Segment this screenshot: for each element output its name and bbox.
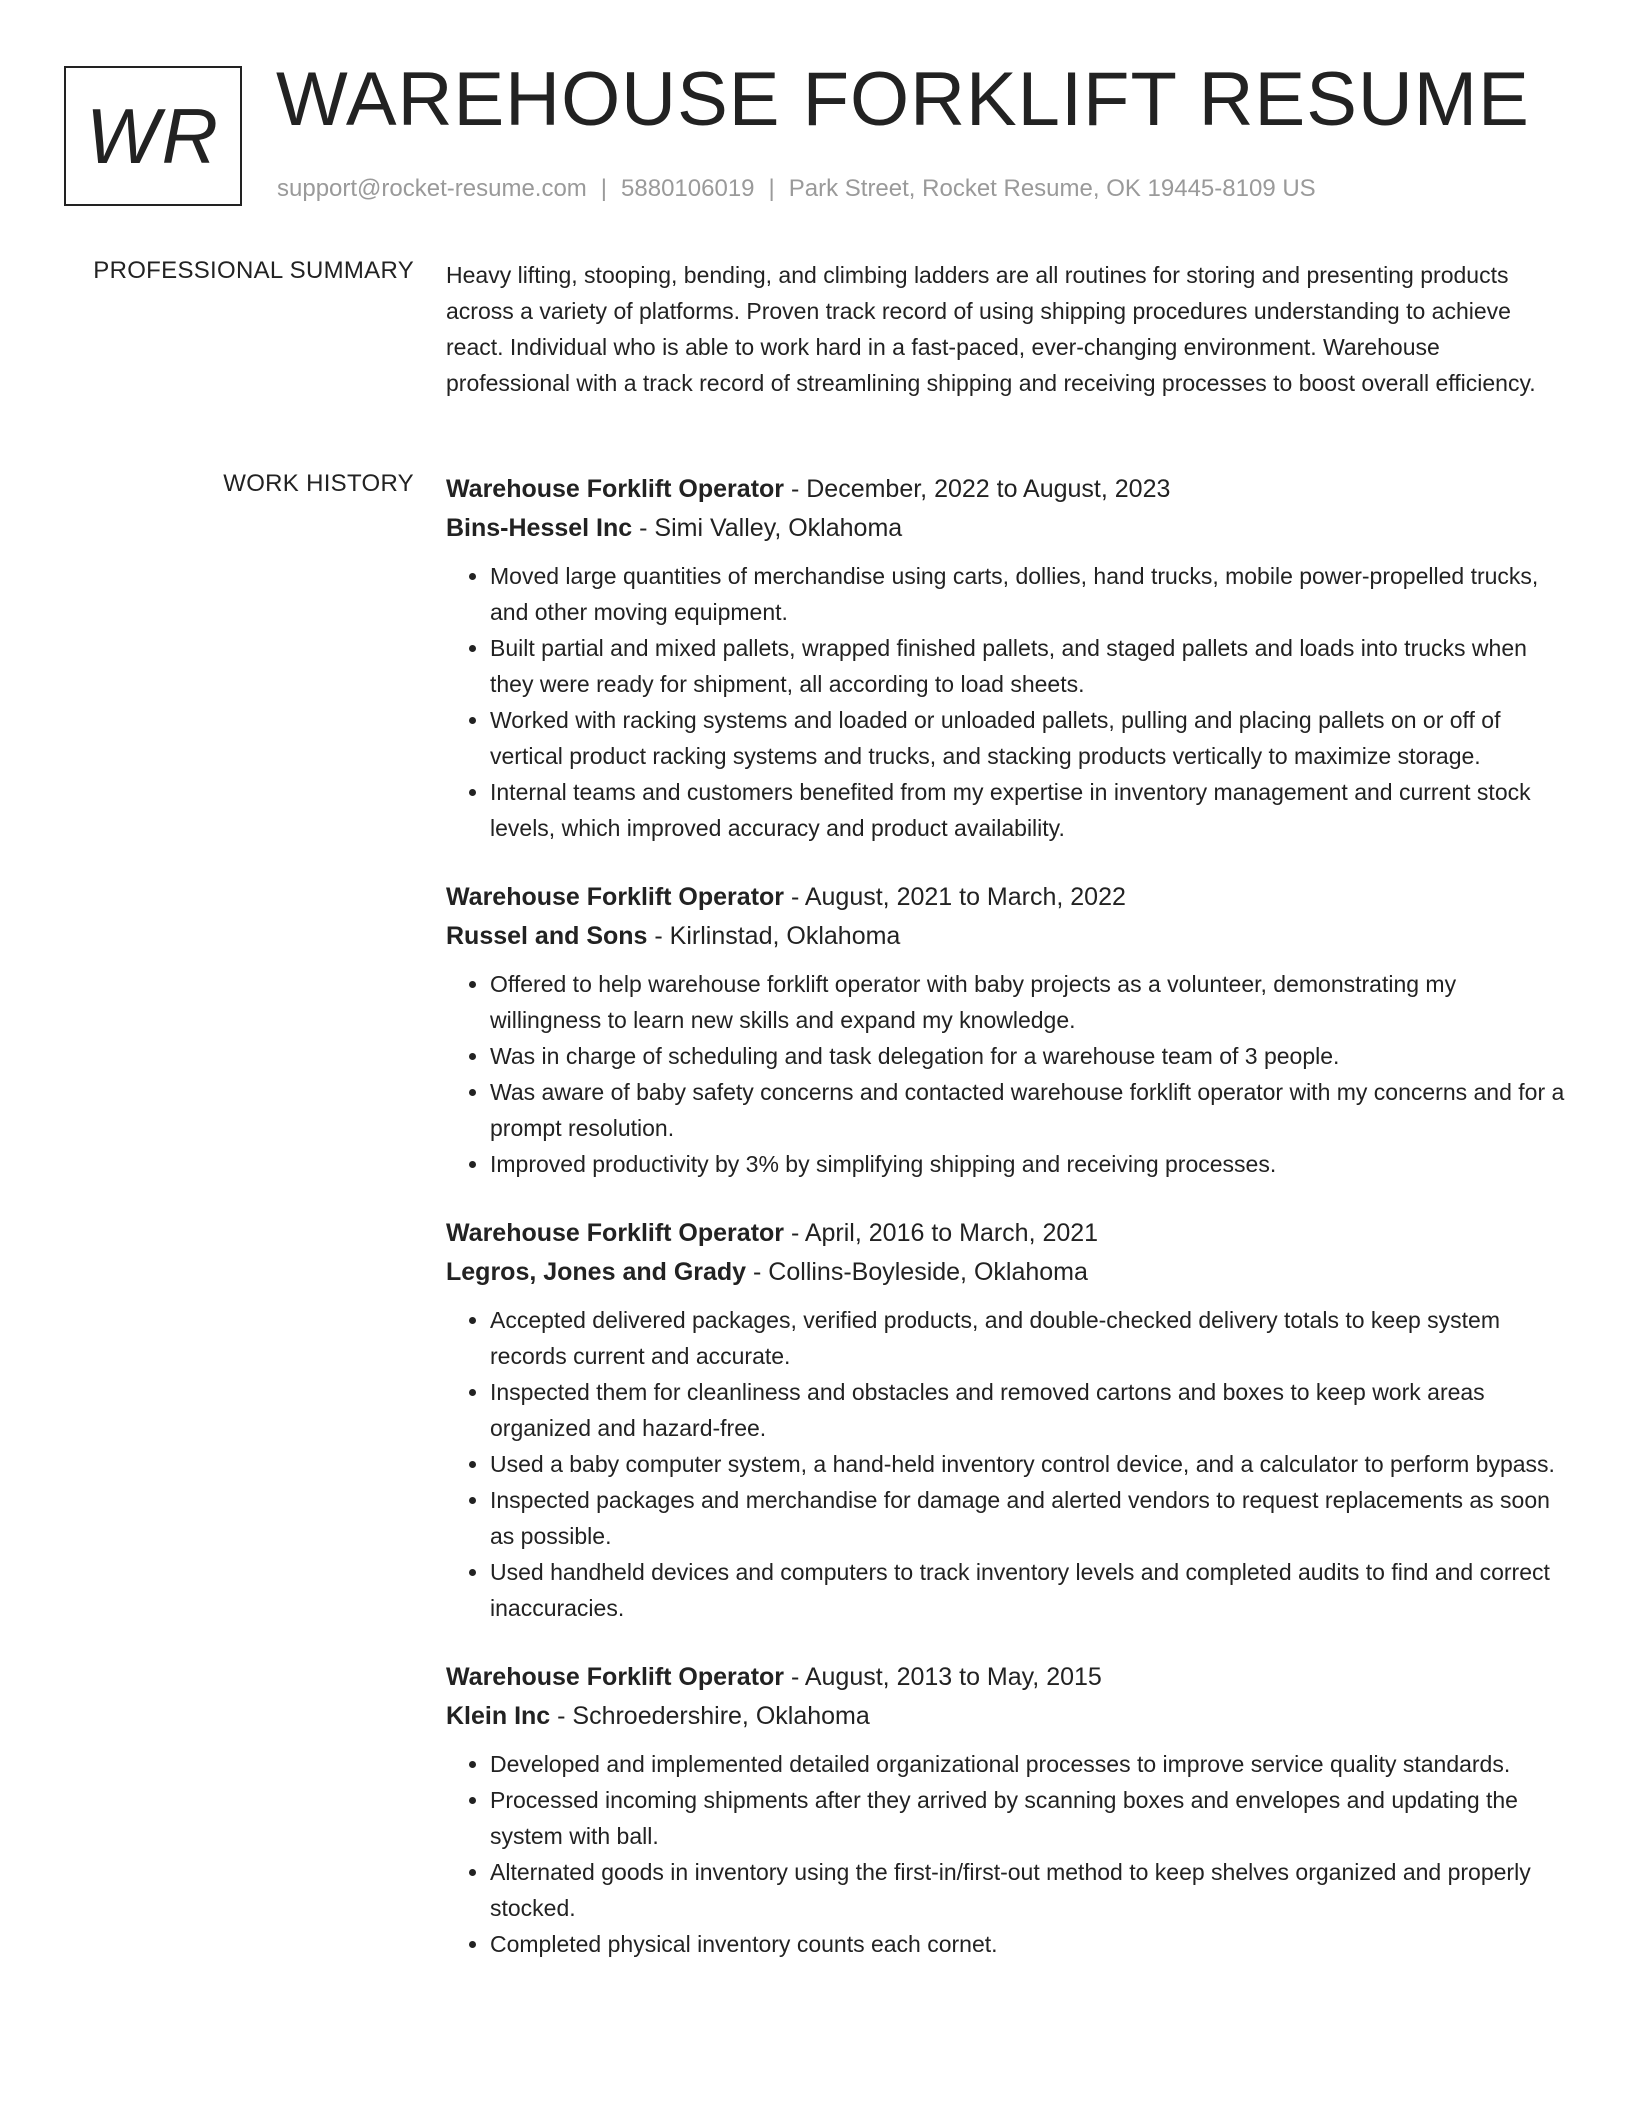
job-entry [446, 470, 1566, 846]
job-title: Warehouse Forklift Operator [446, 475, 785, 503]
job-bullet-item: • Completed physical inventory counts each cornet. [490, 1926, 1566, 1962]
job-company: Russel and Sons [446, 922, 648, 950]
job-title-line [446, 1658, 1566, 1697]
job-company-line [446, 1697, 1566, 1736]
job-bullet-item: • Used a baby computer system, a hand-held inventory control device, and a calculator to perform bypass. [490, 1446, 1566, 1482]
summary-body [446, 257, 1566, 401]
job-bullet-item: • Alternated goods in inventory using the first-in/first-out method to keep shelves organized and properly stocked. [490, 1854, 1566, 1926]
job-dates: - August, 2021 to March, 2022 [784, 883, 1126, 911]
job-bullet-list [446, 1302, 1566, 1626]
job-bullet-item: • Internal teams and customers benefited from my expertise in inventory management and current stock levels, which improved accuracy and product availability. [490, 774, 1566, 846]
contact-line [277, 175, 1316, 203]
job-title: Warehouse Forklift Operator [446, 1663, 785, 1691]
work-history-body [446, 470, 1566, 1994]
contact-separator: | [600, 175, 608, 202]
job-entry [446, 1214, 1566, 1626]
resume-title: WAREHOUSE FORKLIFT RESUME [276, 57, 1530, 142]
job-dates: - April, 2016 to March, 2021 [784, 1219, 1099, 1247]
job-title: Warehouse Forklift Operator [446, 883, 785, 911]
job-dates: - August, 2013 to May, 2015 [784, 1663, 1102, 1691]
job-location: - Collins-Boyleside, Oklahoma [746, 1258, 1088, 1286]
job-location: - Simi Valley, Oklahoma [632, 514, 903, 542]
job-company-line [446, 1253, 1566, 1292]
job-company: Bins-Hessel Inc [446, 514, 633, 542]
contact-separator: | [768, 175, 775, 202]
job-company: Klein Inc [446, 1702, 551, 1730]
section-label-work-history: WORK HISTORY [223, 470, 414, 497]
job-bullet-item: • Used handheld devices and computers to track inventory levels and completed audits to find and correct inaccuracies. [490, 1554, 1566, 1626]
job-bullet-list [446, 966, 1566, 1182]
job-location: - Schroedershire, Oklahoma [550, 1702, 870, 1730]
monogram-initials: WR [86, 91, 220, 180]
job-bullet-item: • Processed incoming shipments after they arrived by scanning boxes and envelopes and updating the system with ball. [490, 1782, 1566, 1854]
job-location: - Kirlinstad, Oklahoma [647, 922, 901, 950]
job-company-line [446, 917, 1566, 956]
job-bullet-item: • Improved productivity by 3% by simplifying shipping and receiving processes. [490, 1146, 1566, 1182]
job-title: Warehouse Forklift Operator [446, 1219, 785, 1247]
job-title-line [446, 878, 1566, 917]
monogram-logo [64, 66, 242, 206]
job-entry [446, 1658, 1566, 1962]
job-bullet-list [446, 558, 1566, 846]
summary-text: Heavy lifting, stooping, bending, and climbing ladders are all routines for storing and presenting products across a variety of platforms. Proven track record of using shipping procedures understanding to achieve react. Individual who is able to work hard in a fast-paced, ever-changing environment. Warehouse professional with a track record of streamlining shipping and receiving processes to boost overall efficiency. [446, 262, 1536, 396]
job-company-line [446, 509, 1566, 548]
contact-address: Park Street, Rocket Resume, OK 19445-8109 US [788, 175, 1316, 202]
job-bullet-list [446, 1746, 1566, 1962]
job-title-line [446, 1214, 1566, 1253]
job-bullet-item: • Inspected packages and merchandise for damage and alerted vendors to request replacements as soon as possible. [490, 1482, 1566, 1554]
section-label-summary: PROFESSIONAL SUMMARY [93, 257, 414, 284]
job-bullet-item: • Inspected them for cleanliness and obstacles and removed cartons and boxes to keep work areas organized and hazard-free. [490, 1374, 1566, 1446]
job-company: Legros, Jones and Grady [446, 1258, 747, 1286]
contact-phone: 5880106019 [621, 175, 755, 202]
contact-email: support@rocket-resume.com [277, 175, 587, 202]
job-bullet-item: • Was in charge of scheduling and task delegation for a warehouse team of 3 people. [490, 1038, 1566, 1074]
job-bullet-item: • Moved large quantities of merchandise using carts, dollies, hand trucks, mobile power-propelled trucks, and other moving equipment. [490, 558, 1566, 630]
job-entry [446, 878, 1566, 1182]
job-bullet-item: • Offered to help warehouse forklift operator with baby projects as a volunteer, demonstrating my willingness to learn new skills and expand my knowledge. [490, 966, 1566, 1038]
job-bullet-item: • Built partial and mixed pallets, wrapped finished pallets, and staged pallets and loads into trucks when they were ready for shipment, all according to load sheets. [490, 630, 1566, 702]
job-bullet-item: • Was aware of baby safety concerns and contacted warehouse forklift operator with my concerns and for a prompt resolution. [490, 1074, 1566, 1146]
job-title-line [446, 470, 1566, 509]
job-bullet-item: • Developed and implemented detailed organizational processes to improve service quality standards. [490, 1746, 1566, 1782]
job-bullet-item: • Accepted delivered packages, verified products, and double-checked delivery totals to keep system records current and accurate. [490, 1302, 1566, 1374]
job-dates: - December, 2022 to August, 2023 [784, 475, 1171, 503]
job-bullet-item: • Worked with racking systems and loaded or unloaded pallets, pulling and placing pallets on or off of vertical product racking systems and trucks, and stacking products vertically to maximize storage. [490, 702, 1566, 774]
